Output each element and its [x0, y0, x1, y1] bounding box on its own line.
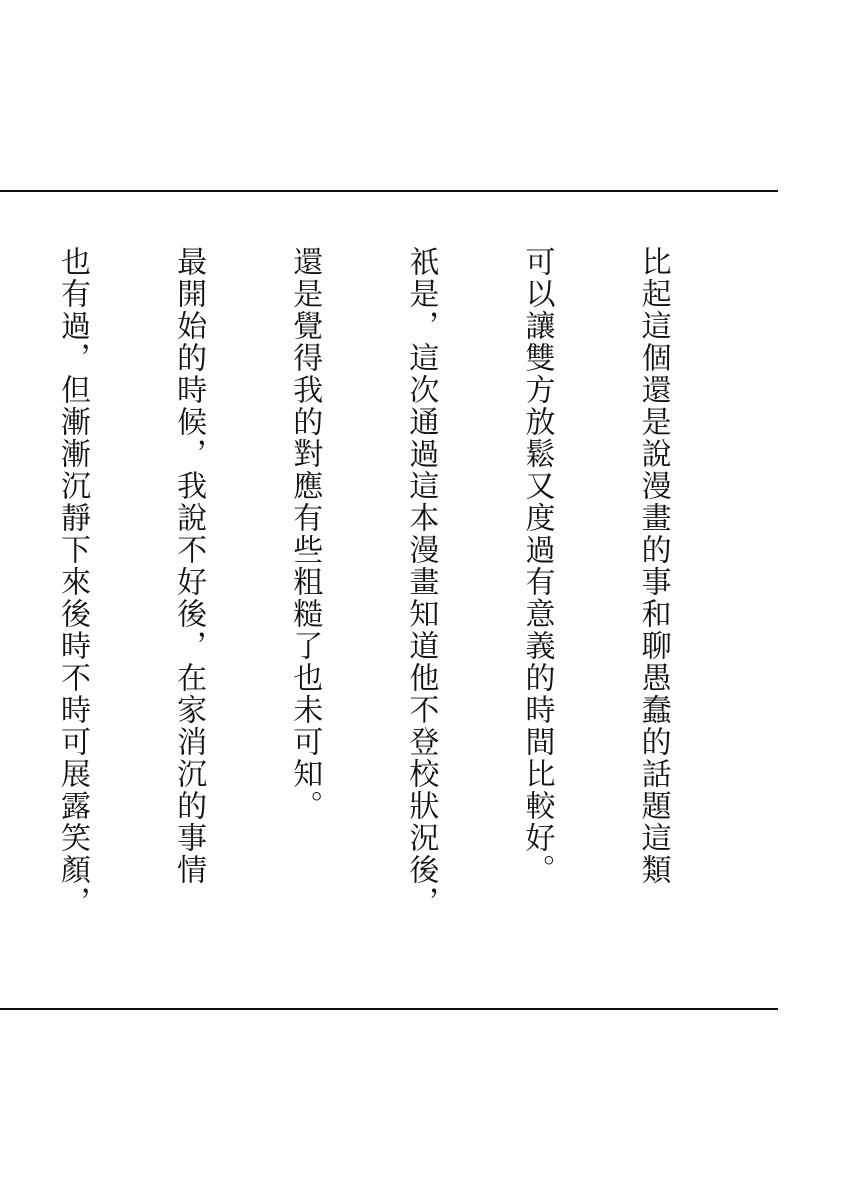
bottom-rule: [0, 1008, 778, 1010]
vertical-text-block: [55, 246, 749, 966]
text-column: 最開始的時候，我說不好後，在家消沉的事情: [171, 246, 207, 886]
top-rule: [0, 190, 778, 192]
text-column: 比起這個還是說漫畫的事和聊愚蠢的話題這類: [635, 246, 671, 886]
text-column: 可以讓雙方放鬆又度過有意義的時間比較好。: [519, 246, 555, 886]
text-column: 也有過，但漸漸沉靜下來後時不時可展露笑顏，: [55, 246, 91, 918]
text-column: 還是覺得我的對應有些粗糙了也未可知。: [287, 246, 323, 822]
text-column: 祇是，這次通過這本漫畫知道他不登校狀況後，: [403, 246, 439, 918]
